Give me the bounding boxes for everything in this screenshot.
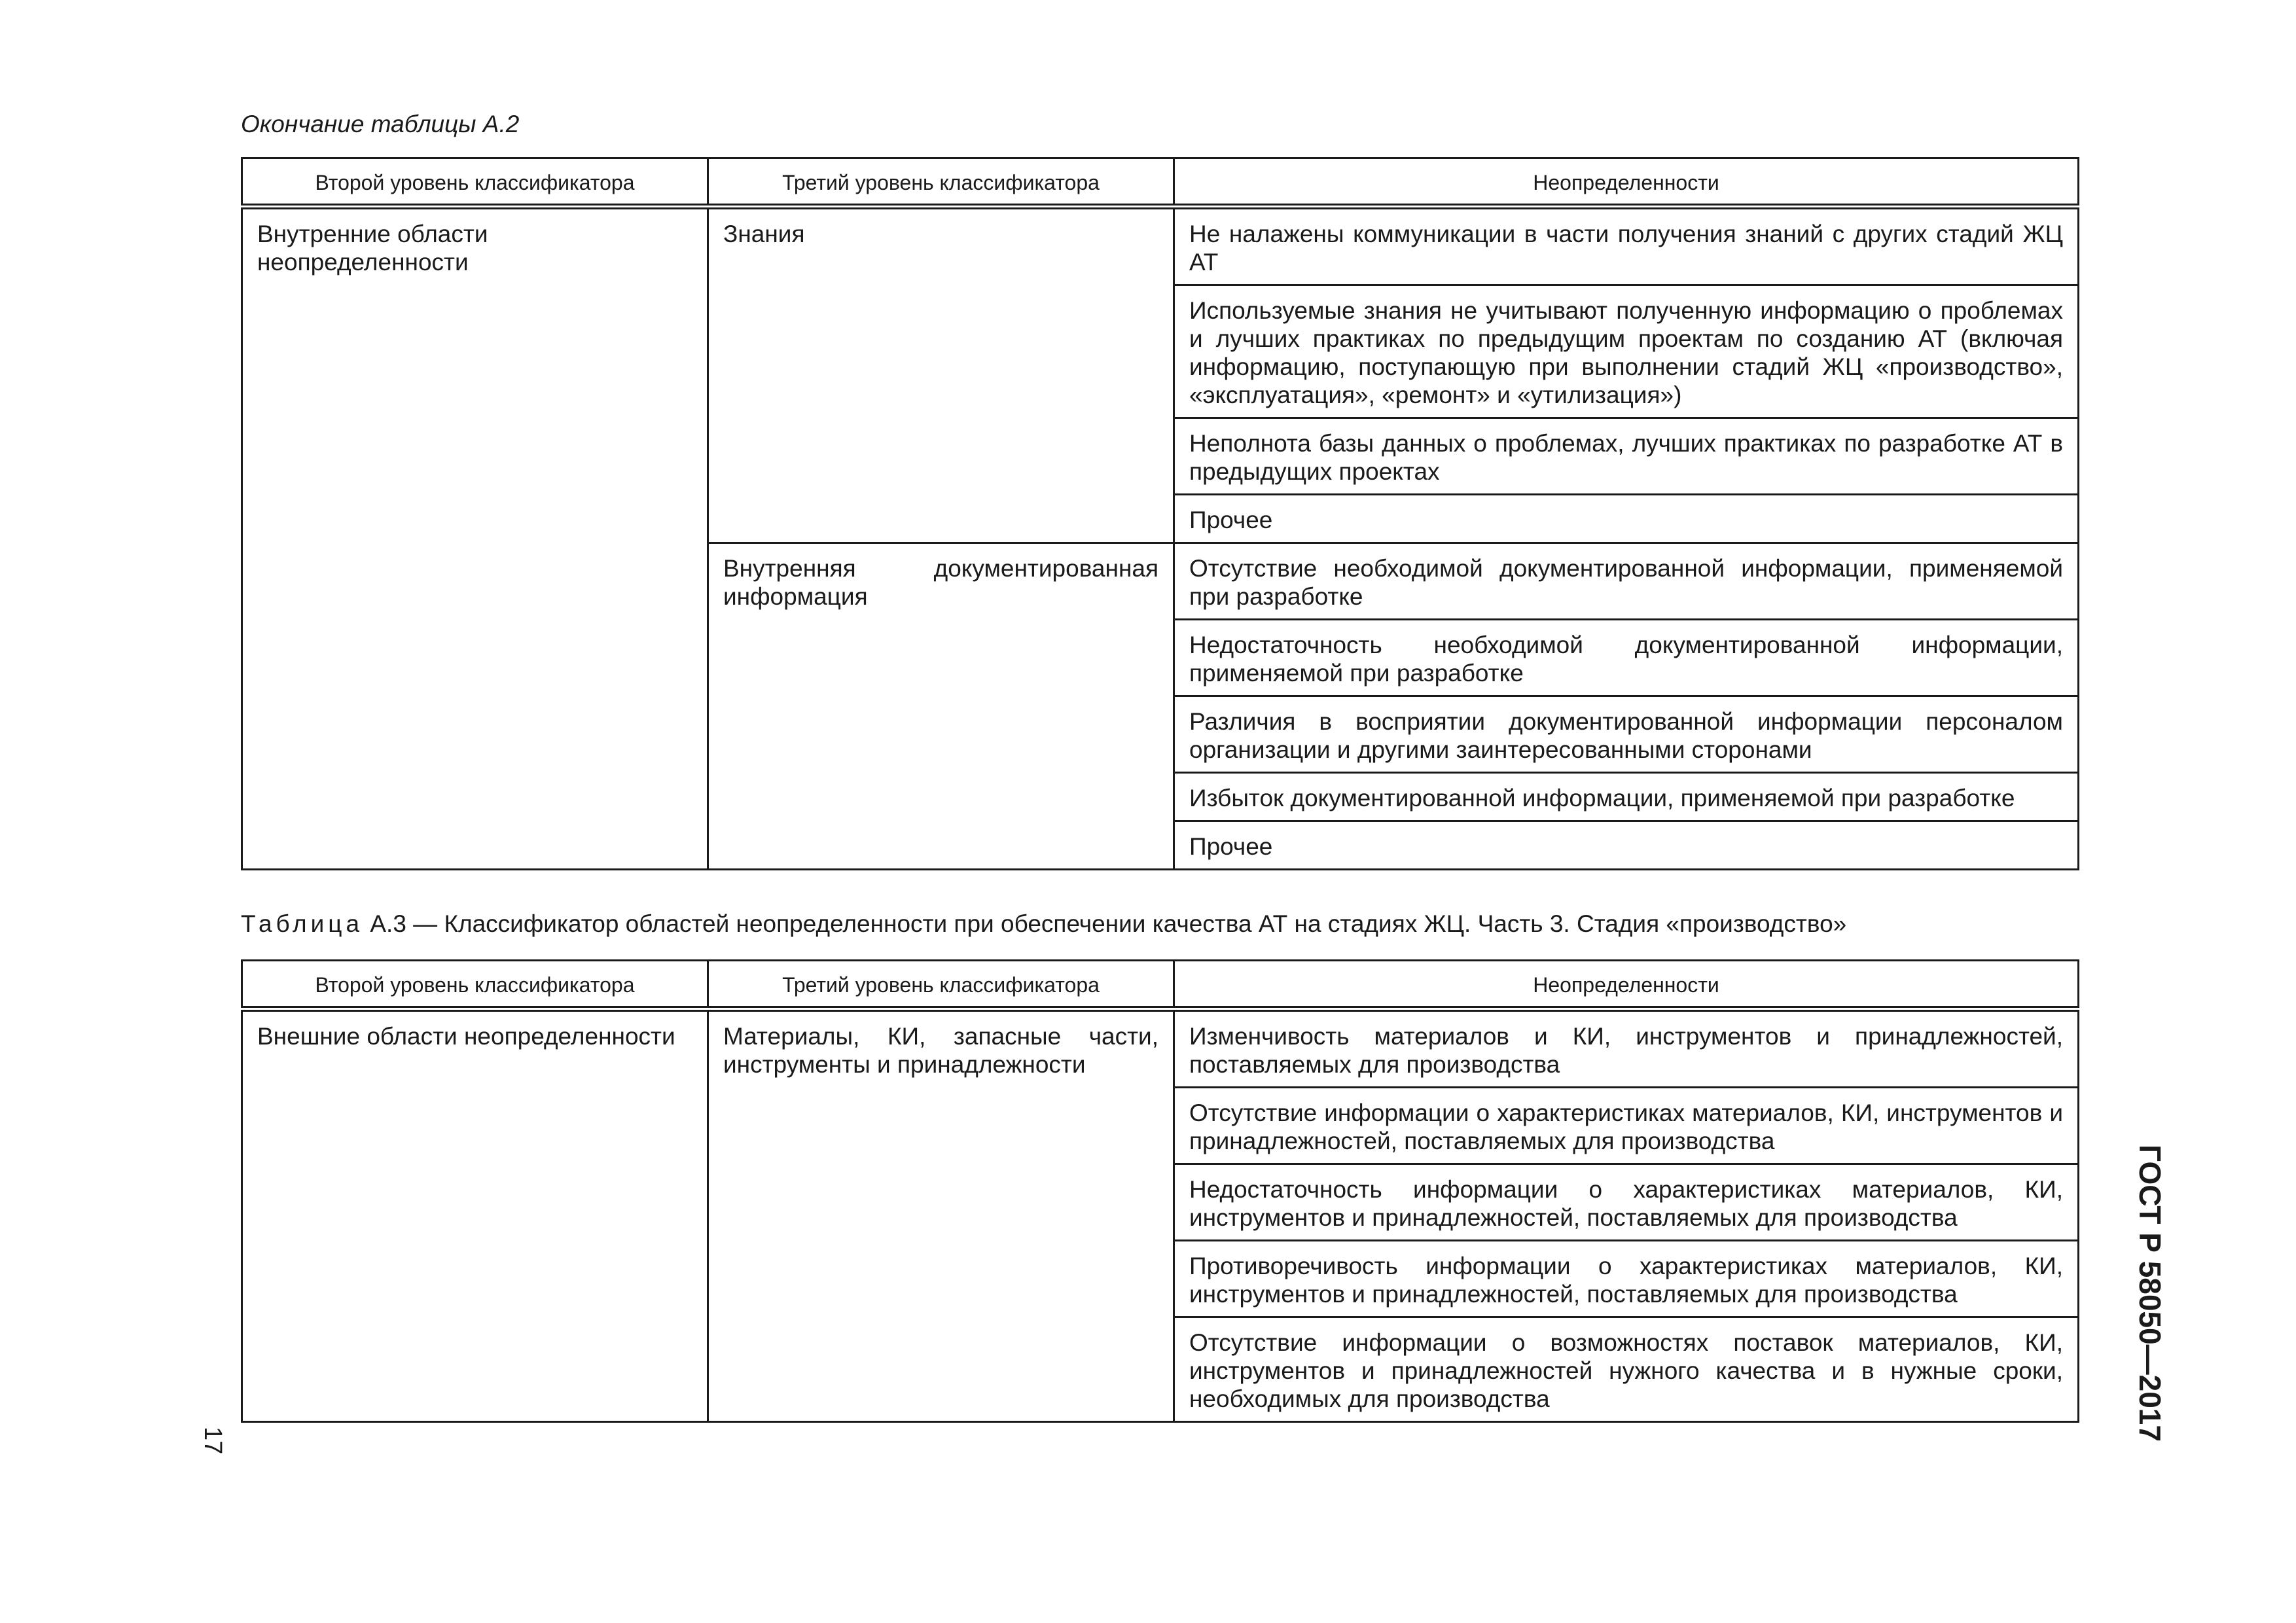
uncertainty-cell: Используемые знания не учитывают полученную информацию о проблемах и лучших практиках по предыдущим проектам по созданию АТ (включая информацию, поступающую при выполнении стадий ЖЦ «производство», «эксплуатация», «ремонт» и «утилизация») [1174, 285, 2079, 418]
table-a3-caption [241, 910, 1846, 938]
header-second-level: Второй уровень классификатора [242, 961, 708, 1009]
uncertainty-cell: Прочее [1174, 495, 2079, 543]
uncertainty-cell: Отсутствие информации о возможностях поставок материалов, КИ, инструментов и принадлежностей нужного качества и в нужные сроки, необходимых для производства [1174, 1317, 2079, 1422]
uncertainty-cell: Избыток документированной информации, применяемой при разработке [1174, 773, 2079, 821]
uncertainty-cell: Недостаточность необходимой документированной информации, применяемой при разработке [1174, 620, 2079, 696]
table-caption-word: Таблица [241, 910, 364, 937]
uncertainty-cell: Неполнота базы данных о проблемах, лучших практиках по разработке АТ в предыдущих проектах [1174, 418, 2079, 495]
uncertainty-cell: Отсутствие необходимой документированной информации, применяемой при разработке [1174, 543, 2079, 620]
header-second-level: Второй уровень классификатора [242, 158, 708, 207]
uncertainty-cell: Недостаточность информации о характеристиках материалов, КИ, инструментов и принадлежностей, поставляемых для производства [1174, 1164, 2079, 1241]
table-a2 [241, 157, 2079, 870]
level3-cell: Знания [708, 207, 1174, 543]
table-caption-text: А.3 — Классификатор областей неопределенности при обеспечении качества АТ на стадиях ЖЦ. Часть 3. Стадия «производство» [370, 910, 1847, 937]
header-uncertainties: Неопределенности [1174, 961, 2079, 1009]
uncertainty-cell: Отсутствие информации о характеристиках материалов, КИ, инструментов и принадлежностей, поставляемых для производства [1174, 1088, 2079, 1164]
table-header-row [242, 158, 2079, 207]
uncertainty-cell: Изменчивость материалов и КИ, инструментов и принадлежностей, поставляемых для производства [1174, 1009, 2079, 1088]
header-third-level: Третий уровень классификатора [708, 158, 1174, 207]
table-continuation-caption: Окончание таблицы А.2 [241, 111, 520, 137]
table-header-row [242, 961, 2079, 1009]
uncertainty-cell: Противоречивость информации о характеристиках материалов, КИ, инструментов и принадлежностей, поставляемых для производства [1174, 1241, 2079, 1317]
table-row [242, 1009, 2079, 1088]
level3-cell: Внутренняя документированная информация [708, 543, 1174, 870]
header-uncertainties: Неопределенности [1174, 158, 2079, 207]
level2-cell: Внешние области неопределенности [242, 1009, 708, 1422]
uncertainty-cell: Прочее [1174, 821, 2079, 870]
table-a3 [241, 959, 2079, 1423]
uncertainty-cell: Не налажены коммуникации в части получения знаний с других стадий ЖЦ АТ [1174, 207, 2079, 285]
header-third-level: Третий уровень классификатора [708, 961, 1174, 1009]
level3-cell: Материалы, КИ, запасные части, инструменты и принадлежности [708, 1009, 1174, 1422]
document-code: ГОСТ Р 58050—2017 [2133, 1145, 2167, 1442]
uncertainty-cell: Различия в восприятии документированной информации персоналом организации и другими заинтересованными сторонами [1174, 696, 2079, 773]
table-row [242, 207, 2079, 285]
level2-cell: Внутренние области неопределенности [242, 207, 708, 870]
page-number: 17 [199, 1427, 226, 1455]
